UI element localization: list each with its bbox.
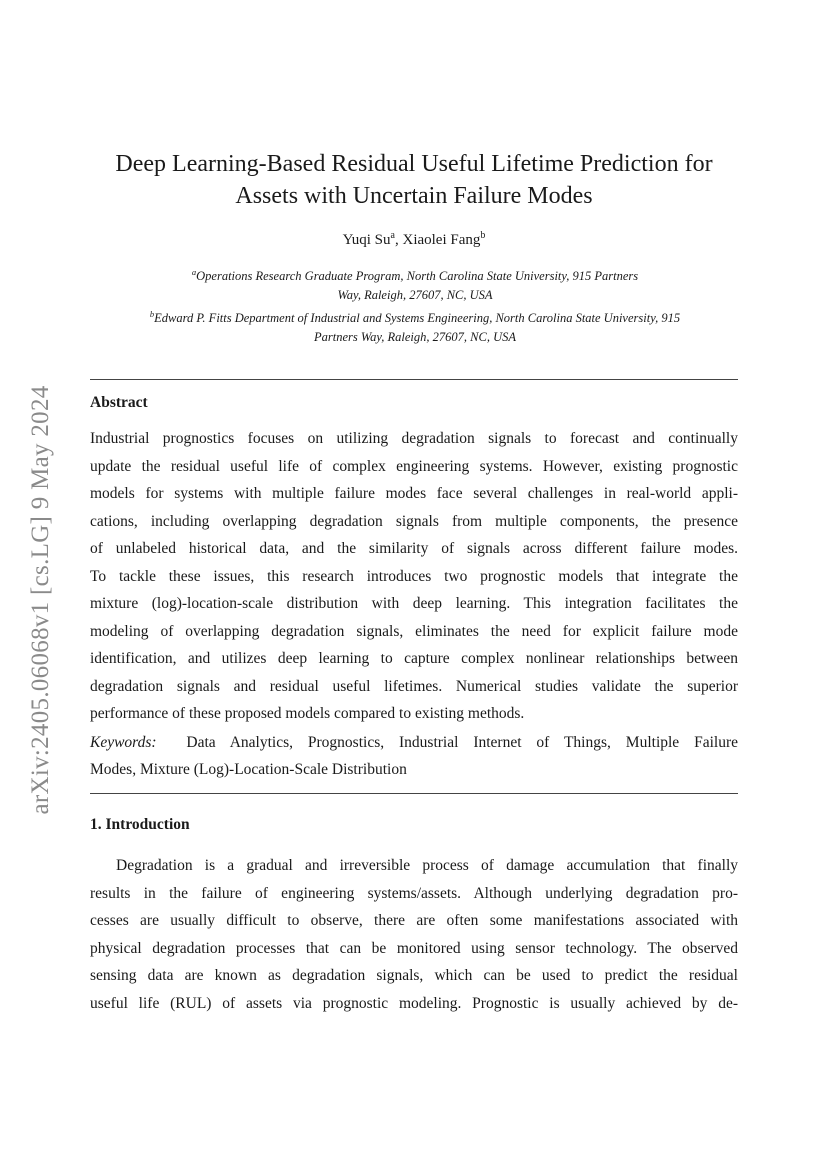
- author-affiliation-mark: a: [390, 230, 395, 241]
- abstract-line: To tackle these issues, this research introduces two prognostic models that integrate the: [90, 567, 738, 585]
- abstract-line: modeling of overlapping degradation signals, eliminates the need for explicit failure mode: [90, 622, 738, 640]
- author-affiliation-mark: b: [480, 230, 486, 241]
- abstract-line: performance of these proposed models compared to existing methods.: [90, 705, 525, 722]
- introduction-line: Degradation is a gradual and irreversible process of damage accumulation that finally: [116, 857, 738, 874]
- abstract-bottom-rule: [90, 793, 738, 794]
- keywords-label: Keywords:: [90, 734, 157, 751]
- abstract-heading: Abstract: [90, 394, 148, 411]
- affiliation-line: Partners Way, Raleigh, 27607, NC, USA: [314, 330, 516, 345]
- keywords-line: Modes, Mixture (Log)-Location-Scale Distribution: [90, 761, 407, 778]
- affiliation-list: [90, 263, 740, 347]
- arxiv-identifier: arXiv:2405.06068v1 [cs.LG] 9 May 2024: [27, 385, 54, 815]
- title-line: Deep Learning-Based Residual Useful Lifetime Prediction for: [115, 151, 713, 177]
- keywords-line: [90, 732, 738, 759]
- keywords-text: Data Analytics, Prognostics, Industrial Internet of Things, Multiple Failure: [186, 734, 738, 751]
- introduction-line: cesses are usually difficult to observe, there are often some manifestations associated with: [90, 912, 738, 929]
- affiliation-line: $^b$Edward P. Fitts Department of Industrial and Systems Engineering, North Carolina State University, 915: [149, 309, 681, 326]
- abstract-line: identification, and utilizes deep learning to capture complex nonlinear relationships between: [90, 650, 738, 667]
- abstract-line: Industrial prognostics focuses on utilizing degradation signals to forecast and continually: [90, 430, 738, 447]
- affiliation-mark: a: [191, 267, 197, 277]
- abstract-body: [90, 428, 738, 731]
- introduction-line: sensing data are known as degradation signals, which can be used to predict the residual: [90, 967, 738, 984]
- title-line: Assets with Uncertain Failure Modes: [235, 183, 593, 209]
- affiliation-mark: b: [149, 309, 155, 320]
- arxiv-sidebar-stamp: [16, 355, 66, 845]
- introduction-body: [90, 855, 738, 1020]
- affiliation-line: $^a$Operations Research Graduate Program, North Carolina State University, 915 Partners: [191, 267, 639, 284]
- introduction-line: results in the failure of engineering systems/assets. Although underlying degradation pro-: [90, 884, 738, 902]
- abstract-line: of unlabeled historical data, and the similarity of signals across different failure modes.: [90, 540, 738, 557]
- introduction-line: useful life (RUL) of assets via prognostic modeling. Prognostic is usually achieved by de-: [90, 994, 738, 1012]
- author-name: Xiaolei Fang: [402, 232, 481, 248]
- abstract-line: models for systems with multiple failure modes face several challenges in real-world appli-: [90, 485, 738, 502]
- abstract-line: update the residual useful life of complex engineering systems. However, existing prognostic: [90, 457, 738, 475]
- keywords-block: [90, 732, 738, 786]
- author-name: Yuqi Su: [342, 232, 391, 248]
- abstract-top-rule: [90, 379, 738, 380]
- abstract-line: mixture (log)-location-scale distribution with deep learning. This integration facilitates the: [90, 595, 738, 612]
- author-separator: ,: [394, 232, 403, 248]
- introduction-line: physical degradation processes that can be monitored using sensor technology. The observed: [90, 939, 738, 957]
- affiliation-line: Way, Raleigh, 27607, NC, USA: [337, 288, 493, 303]
- introduction-heading: 1. Introduction: [90, 816, 190, 833]
- author-list: [90, 230, 738, 249]
- abstract-line: degradation signals and residual useful lifetimes. Numerical studies validate the superior: [90, 677, 738, 695]
- paper-title: [90, 148, 738, 212]
- abstract-line: cations, including overlapping degradation signals from multiple components, the presence: [90, 512, 738, 530]
